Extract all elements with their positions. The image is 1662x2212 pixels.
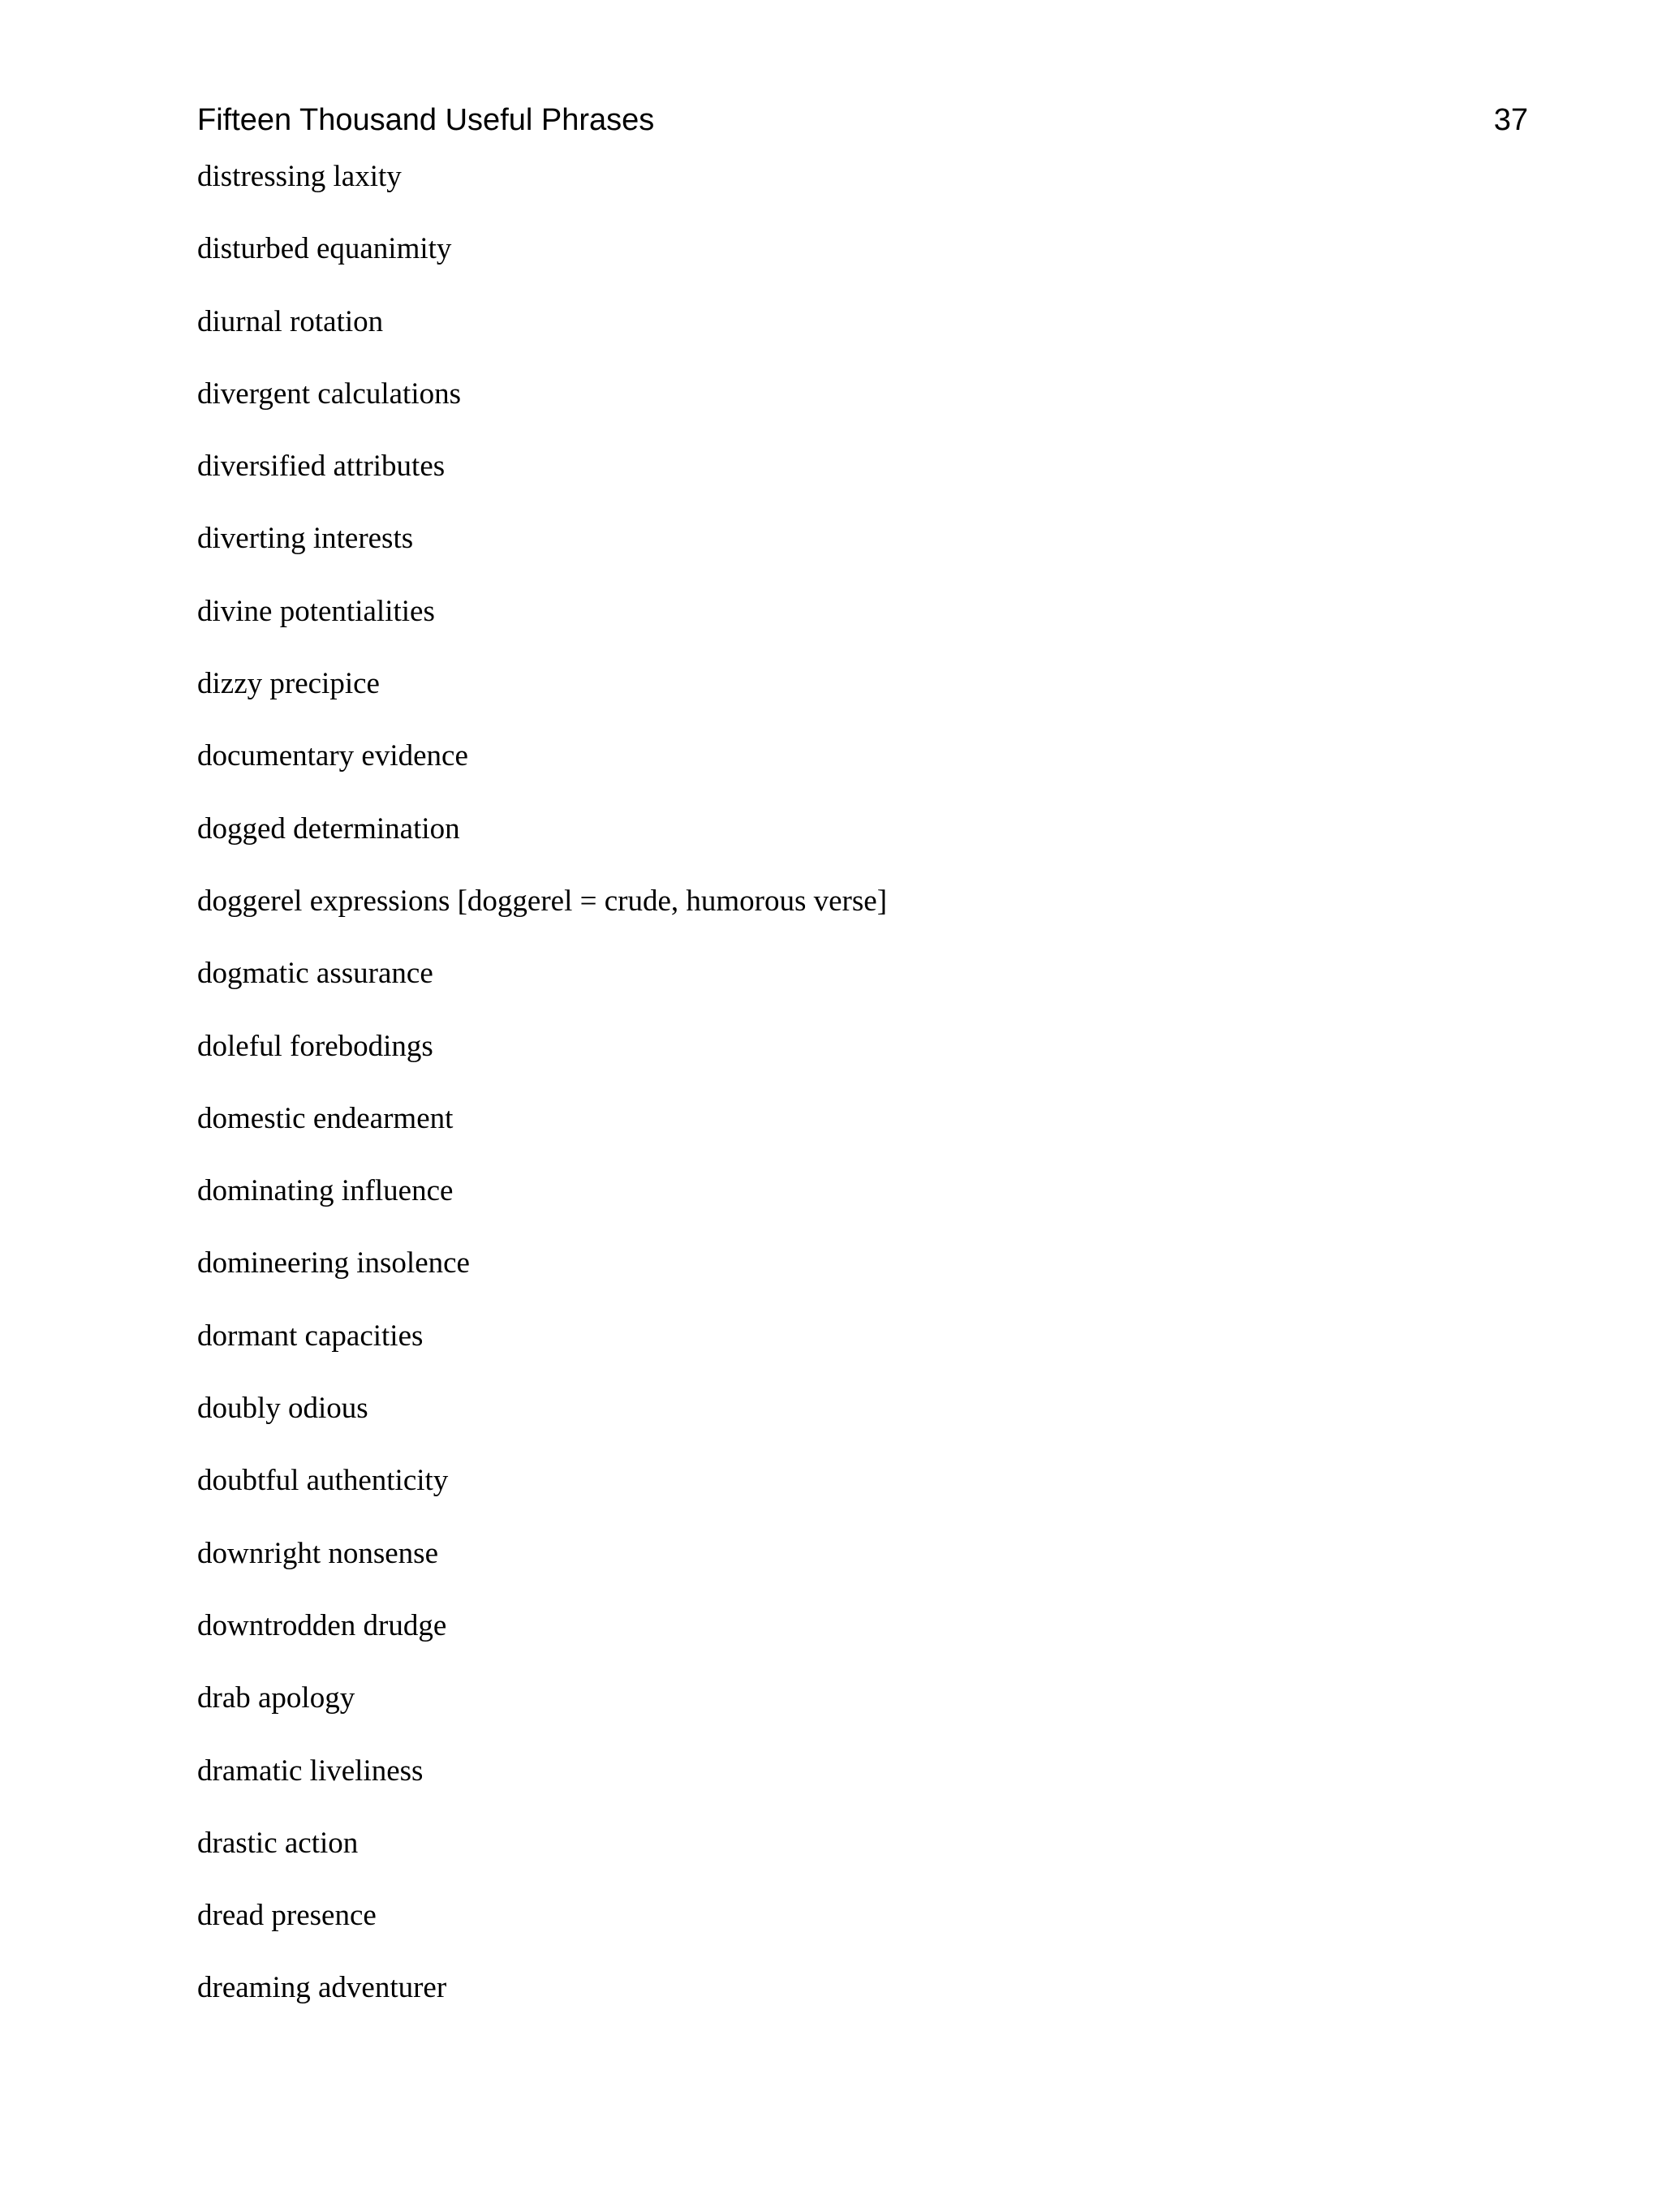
phrase-item: divine potentialities xyxy=(197,594,435,628)
phrase-item: doubtful authenticity xyxy=(197,1464,449,1498)
phrase-item: divergent calculations xyxy=(197,377,462,411)
phrase-item: drab apology xyxy=(197,1681,355,1715)
phrase-item: dread presence xyxy=(197,1899,377,1933)
phrase-item: domestic endearment xyxy=(197,1101,454,1135)
phrase-item: dominating influence xyxy=(197,1174,454,1208)
phrase-list xyxy=(197,157,1528,2042)
running-header xyxy=(197,96,1528,144)
phrase-item: domineering insolence xyxy=(197,1246,470,1280)
phrase-item: dormant capacities xyxy=(197,1319,424,1353)
phrase-item: doggerel expressions [doggerel = crude, humorous verse] xyxy=(197,884,888,918)
phrase-item: dizzy precipice xyxy=(197,667,380,701)
book-title: Fifteen Thousand Useful Phrases xyxy=(197,103,655,137)
phrase-item: doleful forebodings xyxy=(197,1029,433,1063)
page-number: 37 xyxy=(1493,103,1528,137)
phrase-item: downright nonsense xyxy=(197,1536,438,1570)
phrase-item: dreaming adventurer xyxy=(197,1971,447,2005)
phrase-item: dogged determination xyxy=(197,811,460,846)
phrase-item: disturbed equanimity xyxy=(197,232,452,266)
phrase-item: diverting interests xyxy=(197,522,414,556)
phrase-item: dramatic liveliness xyxy=(197,1754,424,1788)
phrase-item: downtrodden drudge xyxy=(197,1608,447,1642)
phrase-item: diurnal rotation xyxy=(197,304,384,338)
phrase-item: drastic action xyxy=(197,1826,359,1860)
phrase-item: doubly odious xyxy=(197,1392,368,1426)
phrase-item: diversified attributes xyxy=(197,450,446,484)
phrase-item: dogmatic assurance xyxy=(197,957,433,991)
phrase-item: distressing laxity xyxy=(197,160,402,193)
phrase-item: documentary evidence xyxy=(197,739,468,773)
